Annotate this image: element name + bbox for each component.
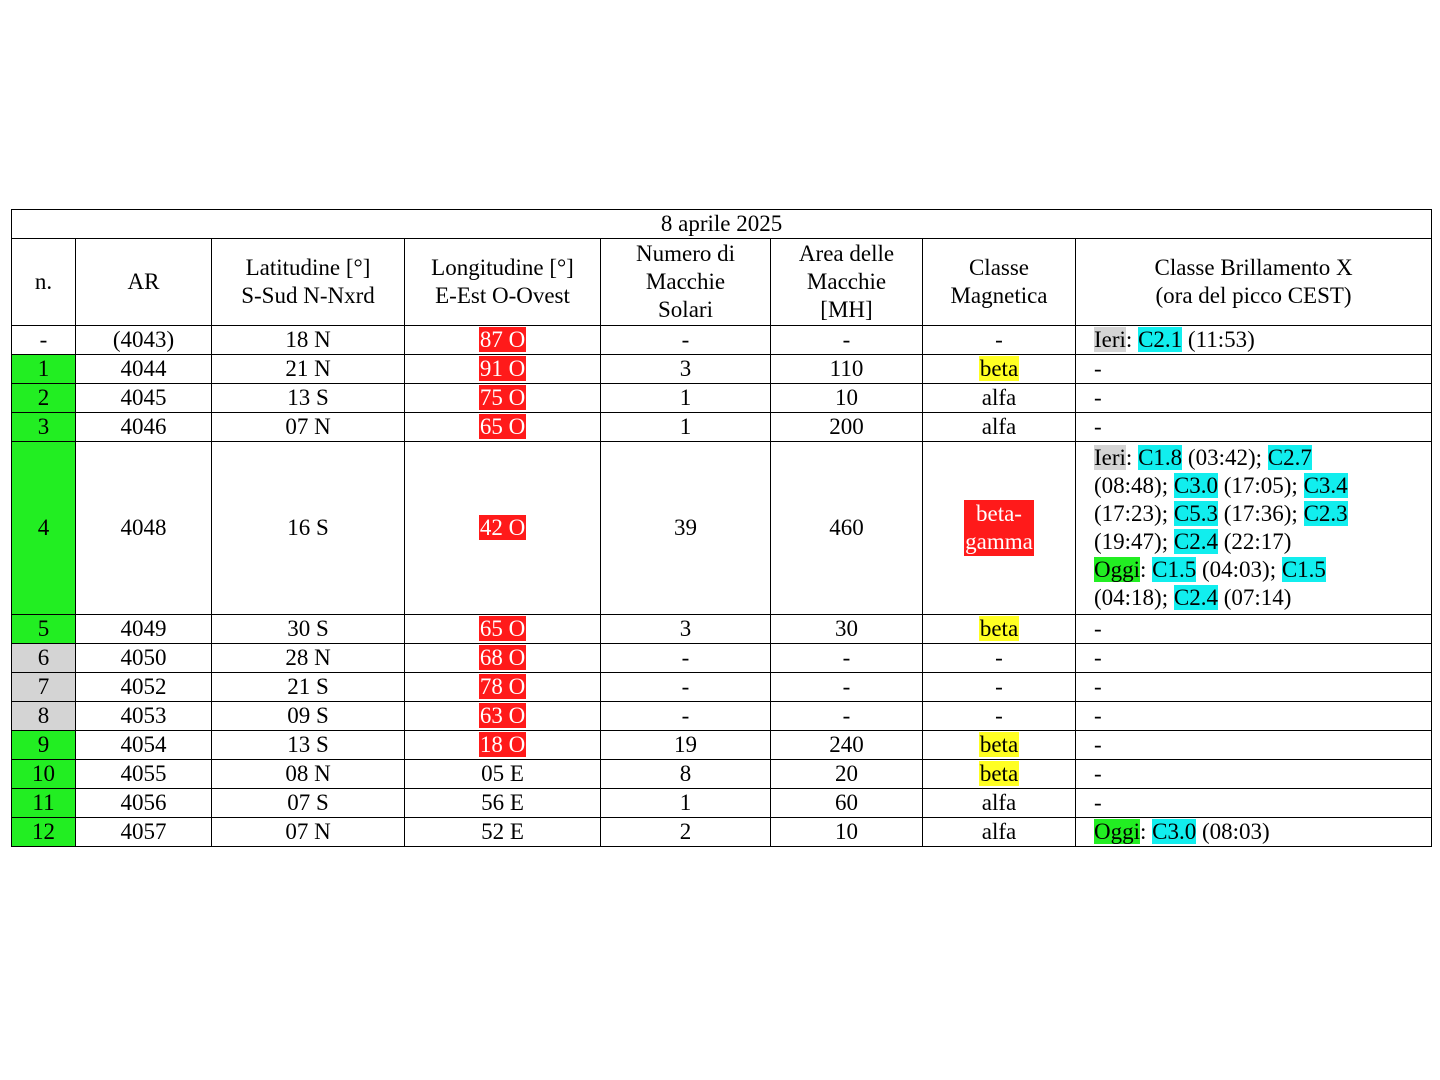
flare-class-value: C1.8 [1138,445,1183,470]
latitude-cell: 16 S [212,442,405,615]
table-row [12,384,1432,413]
ar-cell: 4048 [76,442,212,615]
longitude-cell: 05 E [405,760,601,789]
longitude-west-value: 78 O [479,674,526,699]
area-cell: - [771,702,923,731]
flare-cell: - [1076,384,1432,413]
row-number: 4 [12,442,76,615]
longitude-cell [405,615,601,644]
flare-cell: - [1076,673,1432,702]
ar-cell: 4045 [76,384,212,413]
row-number: 9 [12,731,76,760]
latitude-cell: 07 N [212,818,405,847]
flare-time: (08:48) [1094,473,1162,498]
flare-time: (07:14) [1223,585,1292,610]
spots-cell: - [601,702,771,731]
row-number: 5 [12,615,76,644]
table-row [12,789,1432,818]
header-magnetic-class: Classe Magnetica [923,239,1076,326]
area-cell: 240 [771,731,923,760]
oggi-label: Oggi [1094,557,1140,582]
area-cell: - [771,673,923,702]
spots-cell: 1 [601,789,771,818]
flare-time: (04:03) [1201,557,1270,582]
longitude-cell [405,384,601,413]
flare-class-value: C3.0 [1173,473,1218,498]
longitude-cell [405,326,601,355]
flare-class-value: C2.1 [1138,327,1183,352]
magnetic-class-cell [923,615,1076,644]
longitude-west-value: 75 O [479,385,526,410]
header-ar: AR [76,239,212,326]
longitude-west-value: 65 O [479,616,526,641]
table-row [12,731,1432,760]
row-number: 2 [12,384,76,413]
magnetic-class-beta: beta [979,732,1019,757]
header-latitude: Latitudine [°] S-Sud N-Nxrd [212,239,405,326]
longitude-cell [405,731,601,760]
spots-cell: 39 [601,442,771,615]
area-cell: - [771,326,923,355]
longitude-west-value: 68 O [479,645,526,670]
flare-cell: - [1076,644,1432,673]
latitude-cell: 13 S [212,384,405,413]
magnetic-class-cell: - [923,644,1076,673]
spots-cell: 1 [601,413,771,442]
table-row [12,760,1432,789]
area-cell: 30 [771,615,923,644]
spots-cell: 19 [601,731,771,760]
ar-cell: 4054 [76,731,212,760]
longitude-west-value: 42 O [479,515,526,540]
magnetic-class-beta-gamma: beta- gamma [965,501,1033,554]
ieri-label: Ieri [1094,445,1126,470]
flare-cell: Ieri: C1.8 (03:42); C2.7 (08:48); C3.0 (17:05); C3.4 (17:23); C5.3 (17:36); C2.3 (19:47); C2.4 (22:17) Oggi: C1.5 (04:03); C1.5 (04:18); C2.4 (07:14) [1076,442,1432,615]
table-title: 8 aprile 2025 [12,210,1432,239]
table-row [12,413,1432,442]
area-cell: - [771,644,923,673]
flare-time: (17:23) [1094,501,1162,526]
flare-time: (17:36) [1223,501,1292,526]
header-spot-area: Area delle Macchie [MH] [771,239,923,326]
magnetic-class-beta: beta [979,761,1019,786]
latitude-cell: 08 N [212,760,405,789]
latitude-cell: 07 S [212,789,405,818]
latitude-cell: 09 S [212,702,405,731]
row-number: 6 [12,644,76,673]
flare-time: (22:17) [1223,529,1292,554]
latitude-cell: 30 S [212,615,405,644]
flare-class-value: C3.0 [1152,819,1197,844]
flare-class-value: C2.7 [1267,445,1312,470]
latitude-cell: 13 S [212,731,405,760]
row-number: 1 [12,355,76,384]
spots-cell: 3 [601,355,771,384]
ar-cell: 4053 [76,702,212,731]
longitude-cell: 52 E [405,818,601,847]
table-row [12,442,1432,615]
table-row [12,326,1432,355]
flare-time: (17:05) [1223,473,1292,498]
row-number: 7 [12,673,76,702]
area-cell: 110 [771,355,923,384]
longitude-cell [405,413,601,442]
table-row [12,615,1432,644]
ar-cell: 4049 [76,615,212,644]
header-flare-class: Classe Brillamento X (ora del picco CEST) [1076,239,1432,326]
area-cell: 200 [771,413,923,442]
flare-class-value: C5.3 [1173,501,1218,526]
header-number: n. [12,239,76,326]
magnetic-class-cell: alfa [923,384,1076,413]
flare-class-value: C1.5 [1152,557,1197,582]
table-row [12,818,1432,847]
latitude-cell: 21 S [212,673,405,702]
spots-cell: 3 [601,615,771,644]
flare-cell: - [1076,355,1432,384]
flare-time: (11:53) [1187,327,1255,352]
ar-cell: 4052 [76,673,212,702]
ar-cell: 4044 [76,355,212,384]
flare-class-value: C2.4 [1173,585,1218,610]
ar-cell: 4057 [76,818,212,847]
flare-time: (08:03) [1201,819,1270,844]
latitude-cell: 28 N [212,644,405,673]
oggi-label: Oggi [1094,819,1140,844]
area-cell: 10 [771,384,923,413]
magnetic-class-cell: - [923,702,1076,731]
longitude-cell [405,673,601,702]
ar-cell: 4050 [76,644,212,673]
table-row [12,702,1432,731]
ar-cell: 4055 [76,760,212,789]
spots-cell: 8 [601,760,771,789]
magnetic-class-beta: beta [979,616,1019,641]
ar-cell: 4056 [76,789,212,818]
latitude-cell: 18 N [212,326,405,355]
row-number: 8 [12,702,76,731]
longitude-cell [405,644,601,673]
table-row [12,644,1432,673]
area-cell: 60 [771,789,923,818]
flare-cell: - [1076,760,1432,789]
row-number: 11 [12,789,76,818]
header-spot-count: Numero di Macchie Solari [601,239,771,326]
longitude-west-value: 18 O [479,732,526,757]
row-number: 12 [12,818,76,847]
flare-time: (04:18) [1094,585,1162,610]
flare-class-value: C1.5 [1281,557,1326,582]
spots-cell: - [601,673,771,702]
table-row [12,355,1432,384]
row-number: - [12,326,76,355]
magnetic-class-cell: - [923,326,1076,355]
magnetic-class-beta: beta [979,356,1019,381]
longitude-cell [405,355,601,384]
flare-class-value: C2.3 [1303,501,1348,526]
ar-cell: (4043) [76,326,212,355]
magnetic-class-cell [923,760,1076,789]
latitude-cell: 21 N [212,355,405,384]
magnetic-class-cell: alfa [923,789,1076,818]
area-cell: 460 [771,442,923,615]
longitude-cell [405,702,601,731]
magnetic-class-cell: alfa [923,818,1076,847]
ar-cell: 4046 [76,413,212,442]
flare-cell: - [1076,702,1432,731]
flare-cell: Oggi: C3.0 (08:03) [1076,818,1432,847]
magnetic-class-cell [923,355,1076,384]
row-number: 10 [12,760,76,789]
longitude-west-value: 63 O [479,703,526,728]
flare-cell: - [1076,789,1432,818]
sunspot-table [11,209,1432,847]
longitude-west-value: 87 O [479,327,526,352]
flare-time: (03:42) [1187,445,1256,470]
ieri-label: Ieri [1094,327,1126,352]
area-cell: 20 [771,760,923,789]
spots-cell: - [601,644,771,673]
flare-class-value: C3.4 [1303,473,1348,498]
row-number: 3 [12,413,76,442]
spots-cell: 1 [601,384,771,413]
area-cell: 10 [771,818,923,847]
magnetic-class-cell [923,731,1076,760]
table-row [12,673,1432,702]
spots-cell: 2 [601,818,771,847]
magnetic-class-cell: - [923,673,1076,702]
flare-cell: - [1076,413,1432,442]
longitude-cell: 56 E [405,789,601,818]
magnetic-class-cell: alfa [923,413,1076,442]
longitude-west-value: 91 O [479,356,526,381]
flare-cell: - [1076,615,1432,644]
flare-cell: - [1076,731,1432,760]
longitude-west-value: 65 O [479,414,526,439]
latitude-cell: 07 N [212,413,405,442]
flare-cell: Ieri: C2.1 (11:53) [1076,326,1432,355]
header-longitude: Longitudine [°] E-Est O-Ovest [405,239,601,326]
flare-time: (19:47) [1094,529,1162,554]
longitude-cell [405,442,601,615]
flare-class-value: C2.4 [1173,529,1218,554]
spots-cell: - [601,326,771,355]
magnetic-class-cell [923,442,1076,615]
